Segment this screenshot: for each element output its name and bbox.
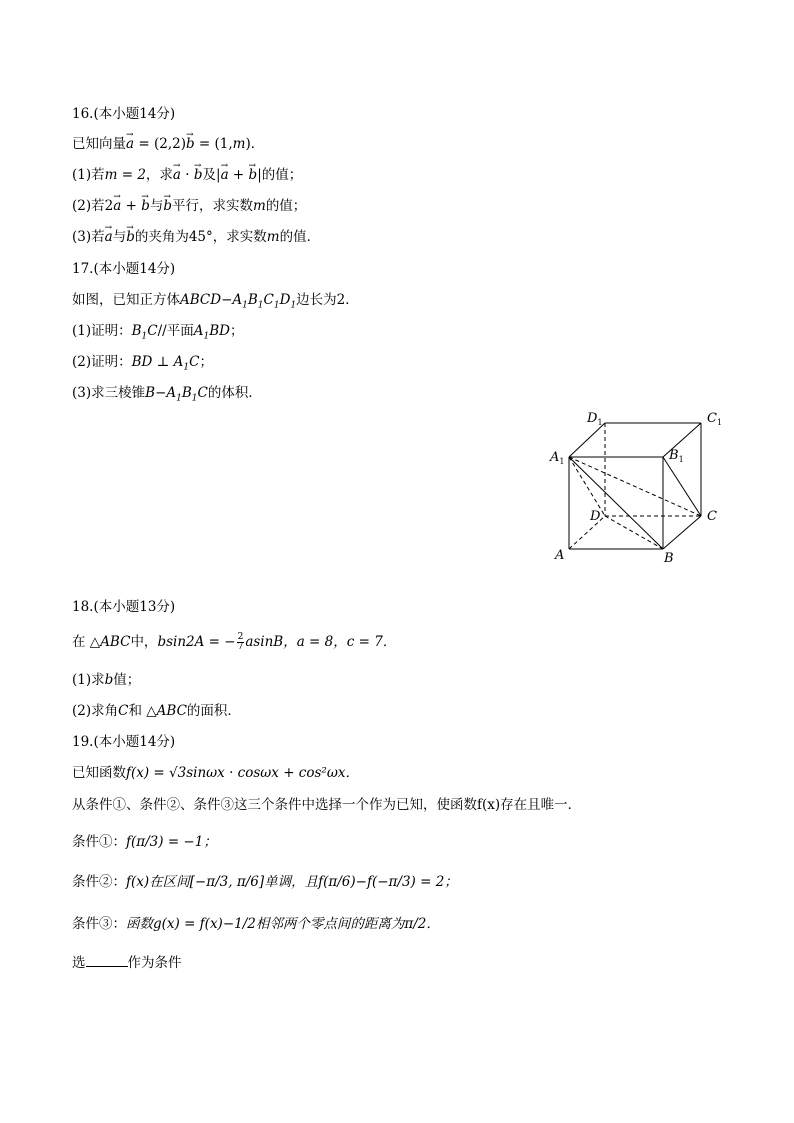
- q17-header: 17.(本小题14分): [72, 261, 176, 277]
- label-b1: $B_1$: [669, 448, 684, 464]
- q16-part2: (2)若2→ a + → b与→ b平行，求实数m的值；: [72, 196, 306, 216]
- q19-cond1: 条件①：f(π/3) = −1；: [72, 834, 217, 850]
- q18-part2: (2)求角C和 △ABC的面积．: [72, 703, 241, 719]
- answer-blank[interactable]: [86, 952, 128, 967]
- q18-part1: (1)求b值；: [72, 672, 141, 688]
- label-d1: $D_1$: [587, 411, 603, 427]
- q17-intro: 如图，已知正方体$ABCD-A_1B_1C_1D_1$边长为2．: [72, 292, 359, 311]
- q19-choose: 从条件①、条件②、条件③这三个条件中选择一个作为已知，使函数f(x)存在且唯一．: [72, 797, 582, 813]
- q16-intro: 已知向量→ a = (2,2)→ b = (1,m)．: [72, 134, 264, 154]
- label-c1: $C_1$: [707, 411, 723, 427]
- label-a1: $A_1$: [550, 450, 565, 466]
- q16-header: 16.(本小题14分): [72, 106, 176, 122]
- label-c: C: [707, 509, 717, 524]
- q17-part1: (1)证明：$B_1C//$平面$A_1BD$；: [72, 323, 244, 342]
- q19-intro: 已知函数f(x) = √3sinωx · cosωx + cos²ωx．: [72, 765, 359, 781]
- q17-part3: (3)求三棱锥$B-A_1B_1C$的体积．: [72, 385, 262, 404]
- q16-part1: (1)若m = 2，求→ a · → b及|→ a + → b|的值；: [72, 165, 302, 185]
- label-d: D: [590, 509, 601, 524]
- q19-cond2: 条件②：f(x)在区间[−π/3, π/6]单调，且f(π/6)−f(−π/3) = 2；: [72, 874, 458, 890]
- q17-part2: (2)证明：BD ⊥ $A_1C$；: [72, 354, 213, 373]
- q18-intro: 在 △ABC中，bsin2A = − $\frac{2}{7}$ asinB，a = 8，c = 7．: [72, 632, 397, 652]
- cube-figure: [545, 400, 735, 570]
- q19-header: 19.(本小题14分): [72, 734, 176, 750]
- label-a: A: [555, 548, 565, 563]
- q18-fraction: $\frac{2}{7}$: [237, 632, 244, 652]
- q19-cond3: 条件③：函数g(x) = f(x)−1/2相邻两个零点间的距离为π/2．: [72, 916, 440, 932]
- q18-header: 18.(本小题13分): [72, 599, 176, 615]
- label-b: B: [664, 551, 674, 566]
- figure-labels: [549, 411, 722, 566]
- q16-part3: (3)若→ a与→ b的夹角为45°，求实数m的值．: [72, 227, 320, 247]
- q19-select: 选 作为条件: [72, 952, 182, 973]
